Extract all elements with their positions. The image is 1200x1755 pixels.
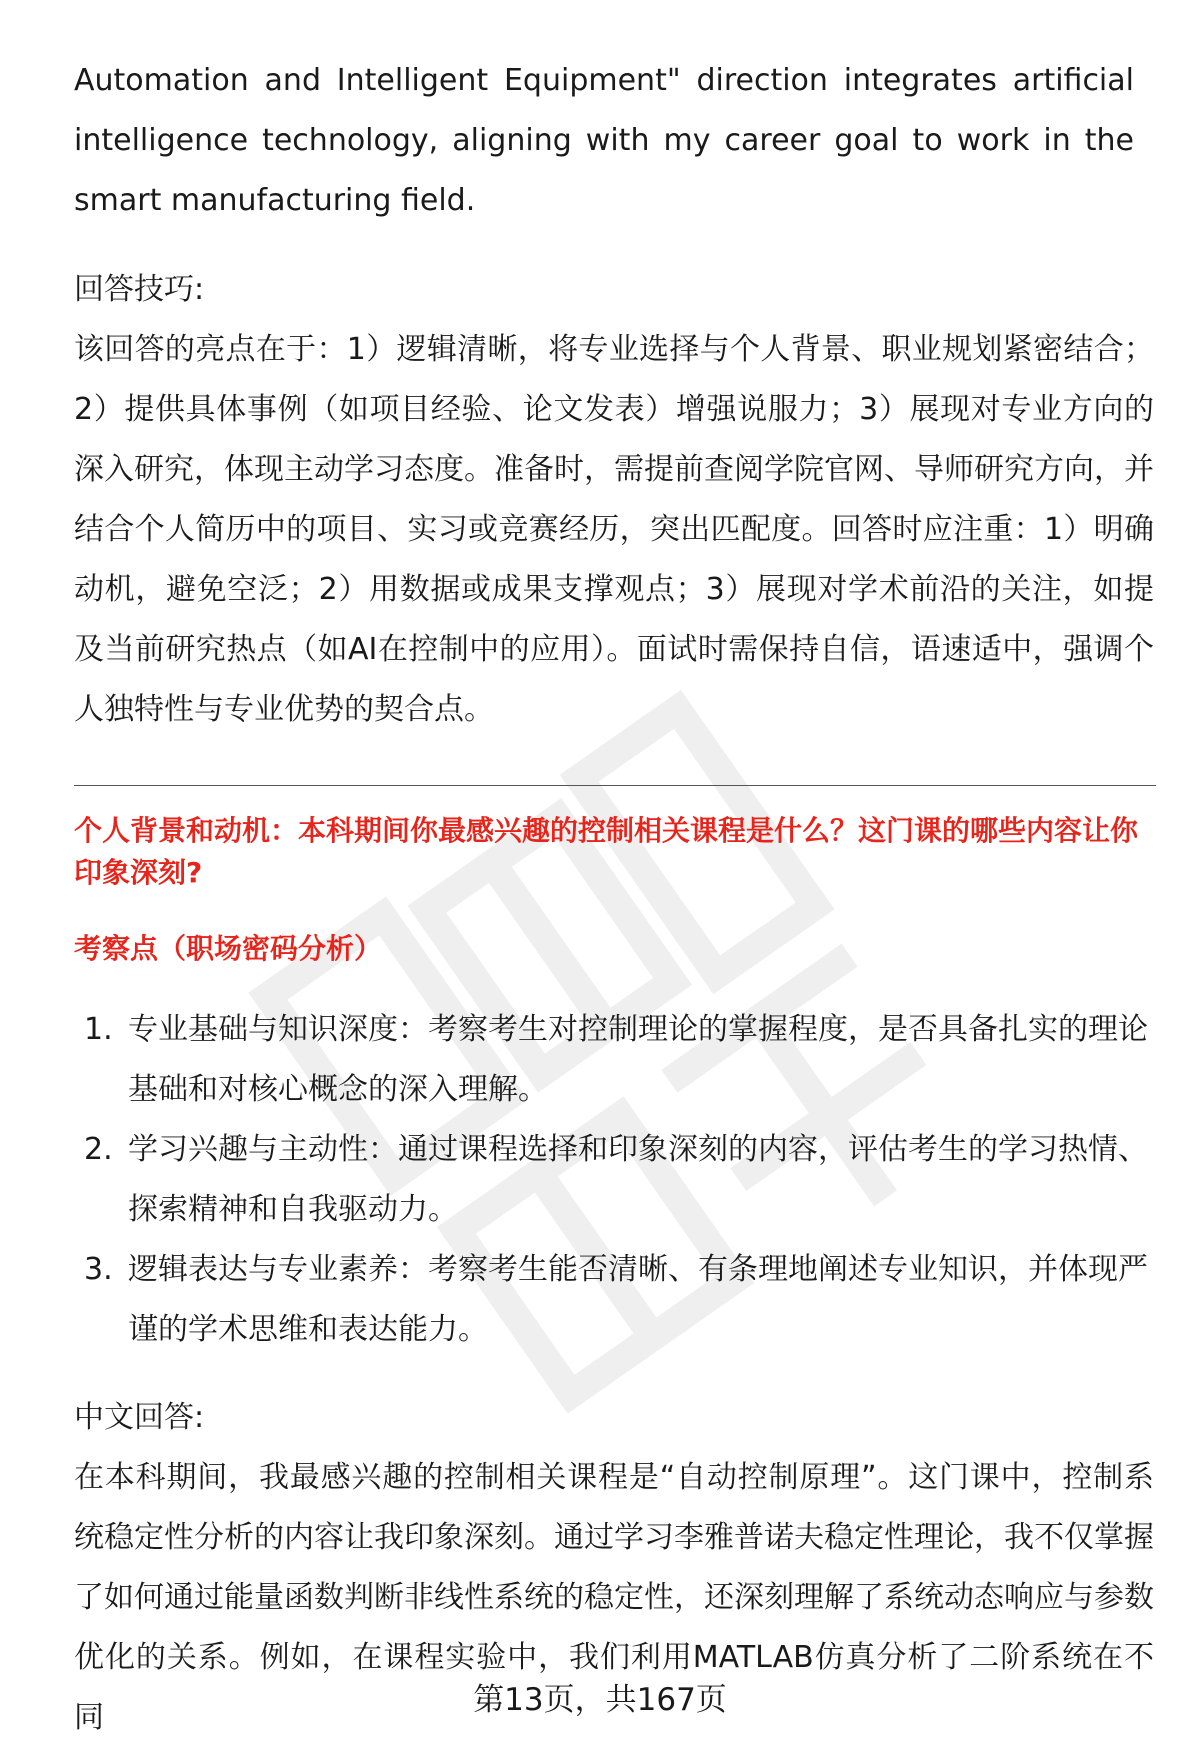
list-item (74, 1120, 1154, 1240)
list-item (74, 1240, 1154, 1360)
list-item-text: 学习兴趣与主动性：通过课程选择和印象深刻的内容，评估考生的学习热情、探索精神和自我驱动力。 (128, 1132, 1148, 1227)
list-item-text: 逻辑表达与专业素养：考察考生能否清晰、有条理地阐述专业知识，并体现严谨的学术思维和表达能力。 (128, 1252, 1148, 1347)
list-item-number: 1. (84, 1012, 113, 1047)
intro-paragraph: Automation and Intelligent Equipment" direction integrates artificial intelligence technology, aligning with my career goal to work in the smart manufacturing field. (74, 63, 1134, 218)
section-divider (74, 785, 1156, 786)
question-title: 个人背景和动机：本科期间你最感兴趣的控制相关课程是什么？这门课的哪些内容让你印象深刻? (74, 814, 1139, 889)
list-item-text: 专业基础与知识深度：考察考生对控制理论的掌握程度，是否具备扎实的理论基础和对核心概念的深入理解。 (128, 1012, 1148, 1107)
assessment-points-list (74, 1000, 1154, 1360)
list-item (74, 1000, 1154, 1120)
answer-heading: 中文回答: (74, 1400, 205, 1435)
list-item-number: 3. (84, 1252, 113, 1287)
page-number-footer: 第13页，共167页 (473, 1682, 727, 1718)
tips-heading: 回答技巧: (74, 272, 205, 307)
answer-paragraph: 在本科期间，我最感兴趣的控制相关课程是“自动控制原理”。这门课中，控制系统稳定性分析的内容让我印象深刻。通过学习李雅普诺夫稳定性理论，我不仅掌握了如何通过能量函数判断非线性系统的稳定性，还深刻理解了系统动态响应与参数优化的关系。例如，在课程实验中，我们利用MATLAB仿真分析了二阶系统在不同 (74, 1460, 1154, 1735)
assessment-subtitle: 考察点（职场密码分析） (74, 932, 383, 965)
tips-paragraph: 该回答的亮点在于：1）逻辑清晰，将专业选择与个人背景、职业规划紧密结合；2）提供具体事例（如项目经验、论文发表）增强说服力；3）展现对专业方向的深入研究，体现主动学习态度。准备时，需提前查阅学院官网、导师研究方向，并结合个人简历中的项目、实习或竞赛经历，突出匹配度。回答时应注重：1）明确动机，避免空泛；2）用数据或成果支撑观点；3）展现对学术前沿的关注，如提及当前研究热点（如AI在控制中的应用）。面试时需保持自信，语速适中，强调个人独特性与专业优势的契合点。 (74, 332, 1154, 727)
list-item-number: 2. (84, 1132, 113, 1167)
